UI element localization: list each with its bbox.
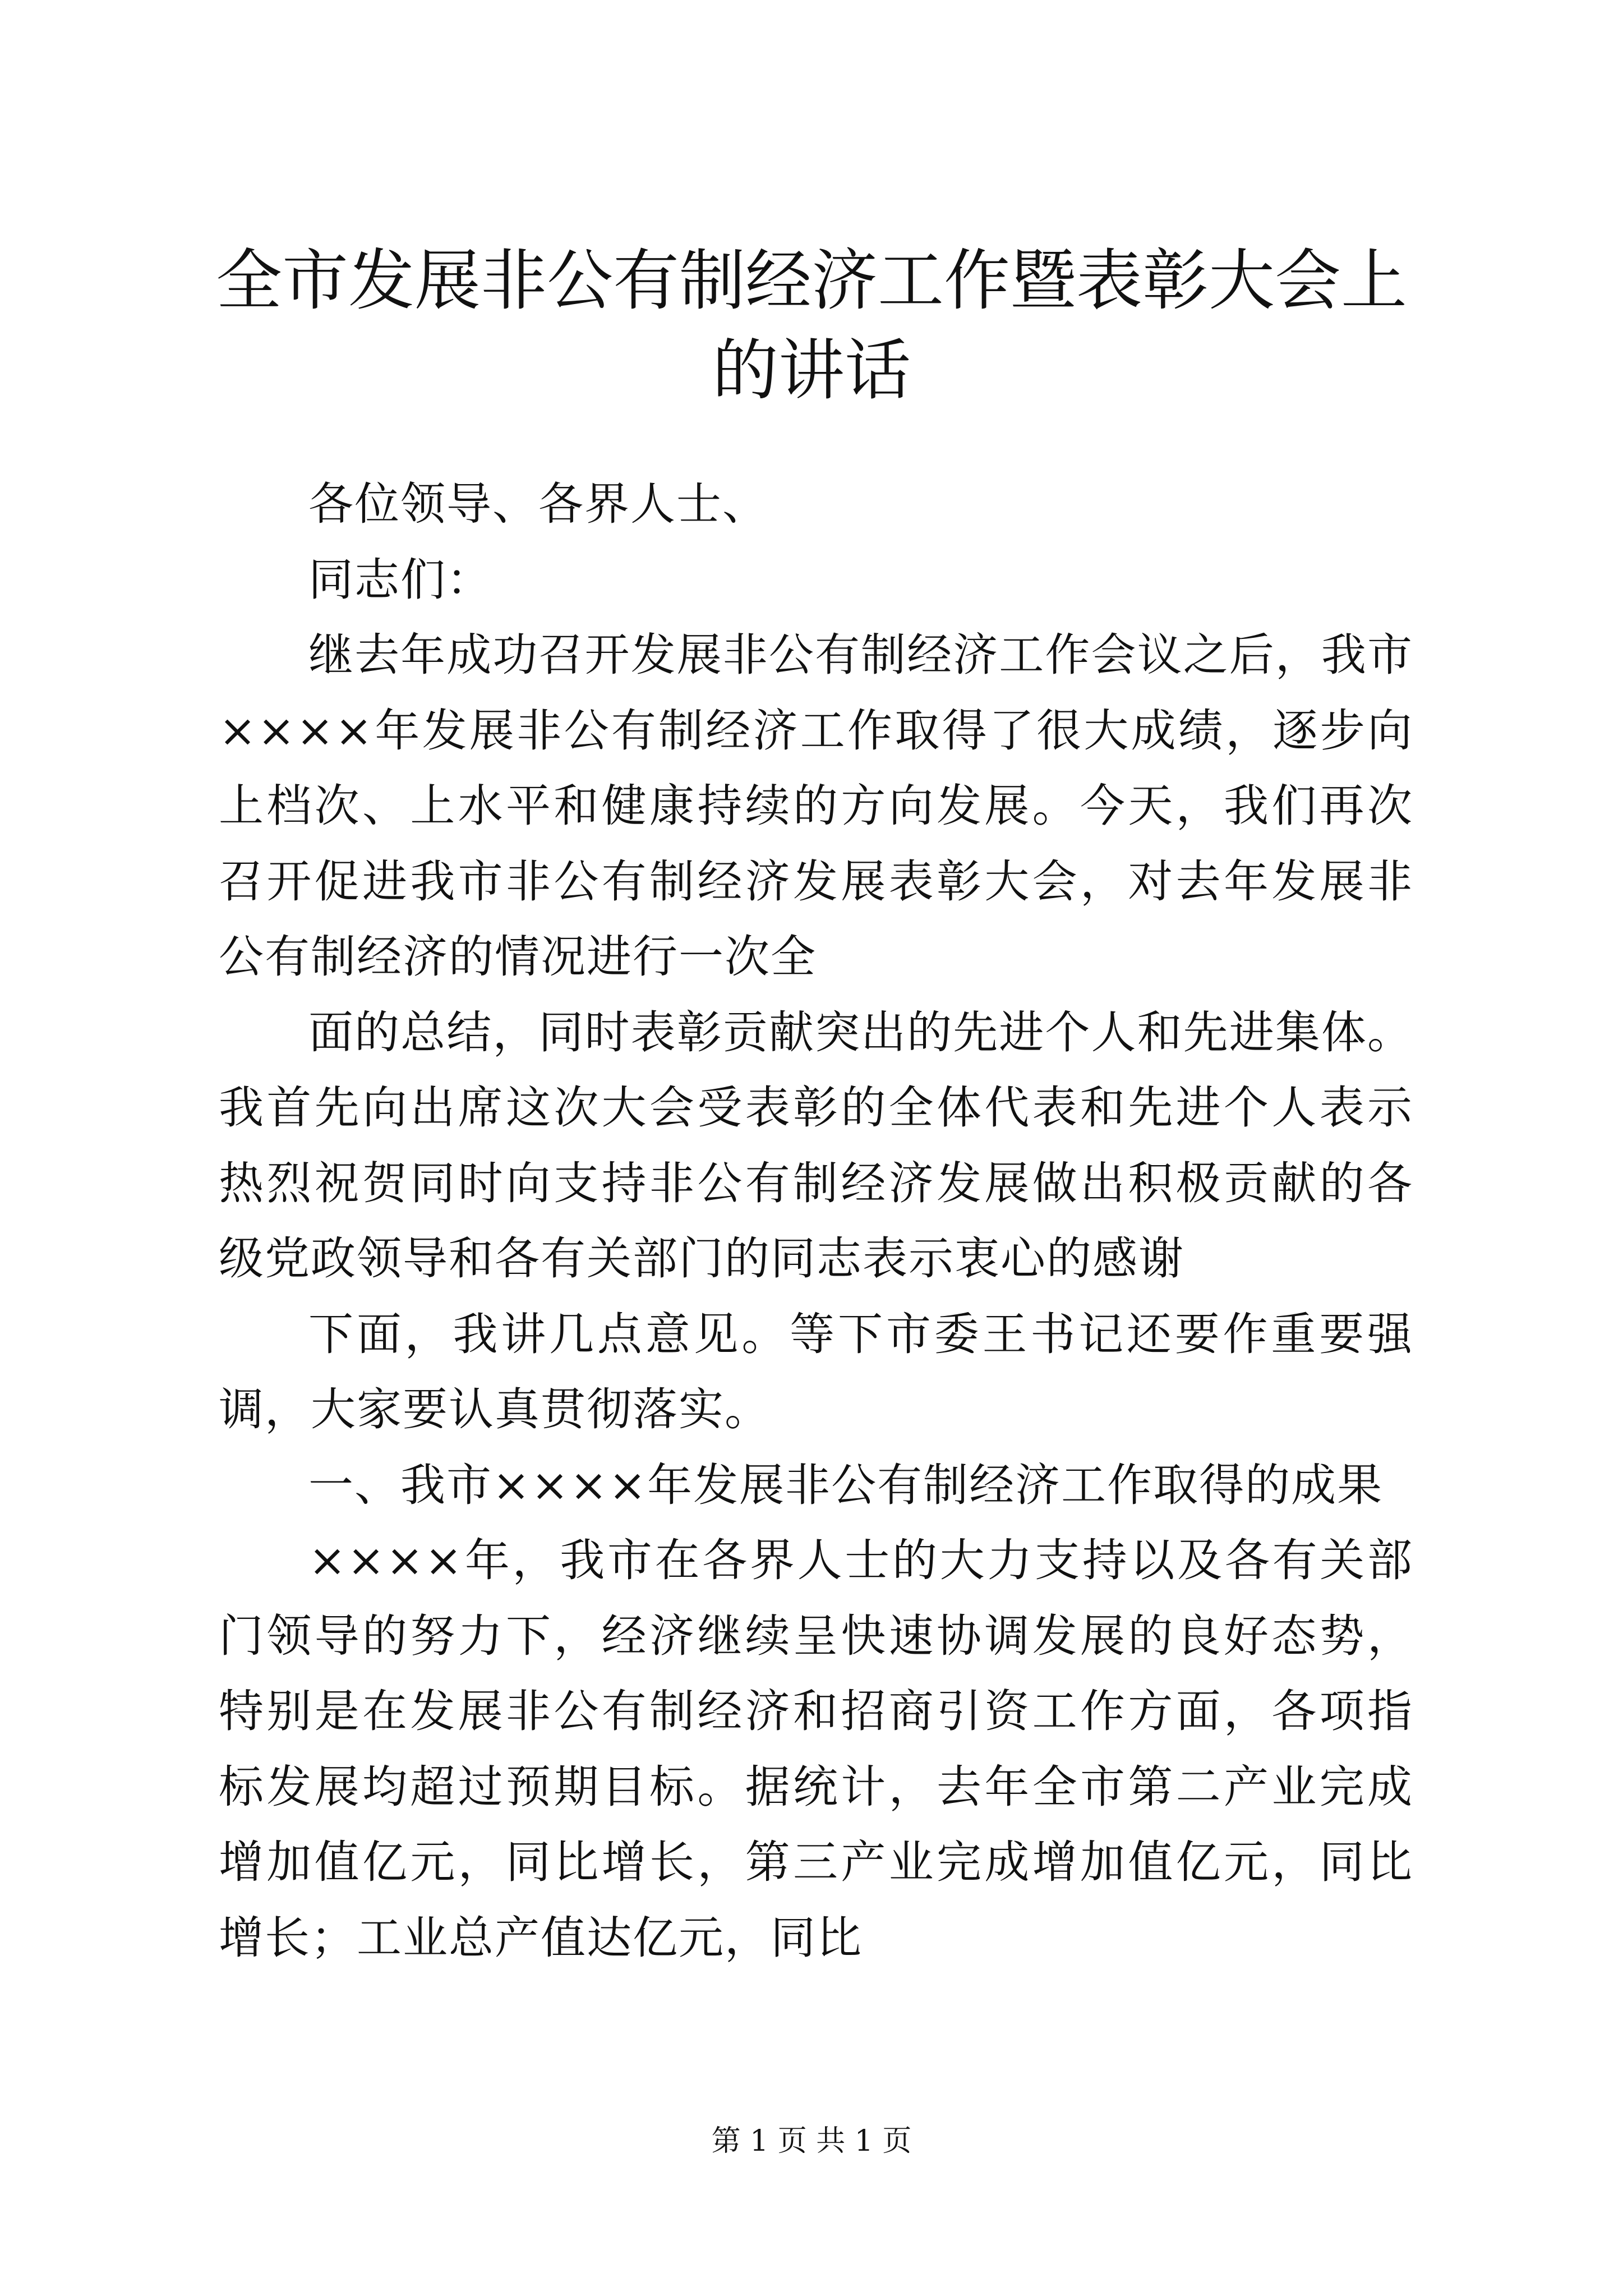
page-footer: 第 1 页 共 1 页	[711, 2124, 912, 2158]
document-body	[219, 467, 1413, 1976]
paragraph-intro: 继去年成功召开发展非公有制经济工作会议之后，我市××××年发展非公有制经济工作取得了很大成绩，逐步向上档次、上水平和健康持续的方向发展。今天，我们再次召开促进我市非公有制经济发展表彰大会，对去年发展非公有制经济的情况进行一次全	[219, 629, 1413, 983]
paragraph-salutation-2: 同志们：	[308, 553, 492, 606]
paragraph-results: ××××年，我市在各界人士的大力支持以及各有关部门领导的努力下，经济继续呈快速协调发展的良好态势，特别是在发展非公有制经济和招商引资工作方面，各项指标发展均超过预期目标。据统计，去年全市第二产业完成增加值亿元，同比增长，第三产业完成增加值亿元，同比增长；工业总产值达亿元，同比	[219, 1534, 1413, 1964]
paragraph-salutation-1: 各位领导、各界人士、	[308, 478, 768, 530]
paragraph-summary: 面的总结，同时表彰贡献突出的先进个人和先进集体。我首先向出席这次大会受表彰的全体代表和先进个人表示热烈祝贺同时向支持非公有制经济发展做出积极贡献的各级党政领导和各有关部门的同志表示衷心的感谢	[219, 1006, 1413, 1285]
section-heading-1: 一、我市××××年发展非公有制经济工作取得的成果	[308, 1458, 1384, 1511]
document-title: 全市发展非公有制经济工作暨表彰大会上的讲话	[215, 242, 1407, 409]
paragraph-opinions: 下面，我讲几点意见。等下市委王书记还要作重要强调，大家要认真贯彻落实。	[219, 1308, 1413, 1435]
